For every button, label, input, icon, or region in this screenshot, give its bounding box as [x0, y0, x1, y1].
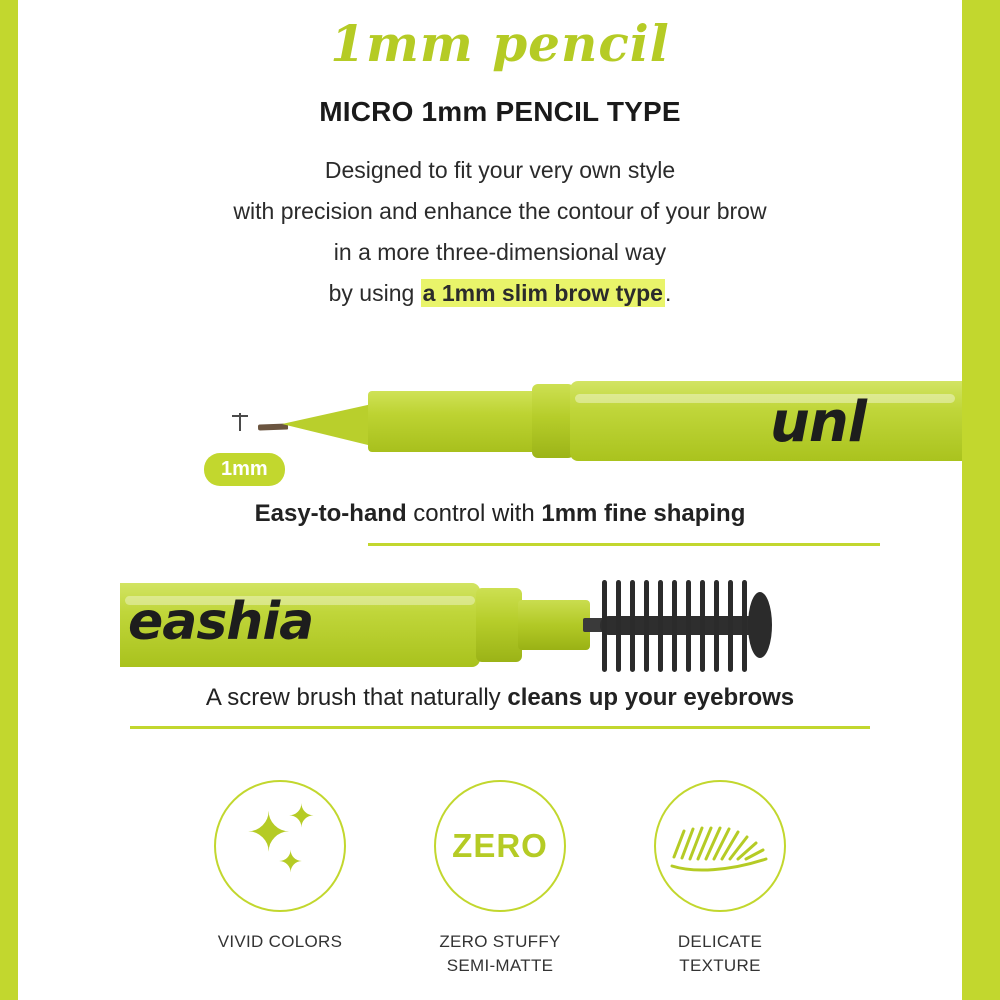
divider-bottom	[130, 726, 870, 729]
feature-label	[400, 930, 600, 978]
brush-bristle	[700, 580, 705, 672]
description-highlight: a 1mm slim brow type	[422, 280, 663, 306]
feature-item-delicate-texture	[620, 780, 820, 978]
feature-label-line-1: DELICATE	[677, 932, 763, 951]
brush-tip	[748, 592, 772, 658]
pencil-caption-top-bold-1: Easy-to-hand	[254, 500, 407, 527]
feature-icon-circle	[214, 780, 346, 912]
sparkle-icon: ✦	[246, 803, 292, 863]
feature-label-line-2: TEXTURE	[679, 956, 761, 975]
pencil-cone	[282, 404, 372, 446]
measure-mark-stem-icon	[239, 413, 241, 431]
pencil-caption-top	[0, 500, 1000, 528]
page-subheadline: MICRO 1mm PENCIL TYPE	[319, 96, 681, 127]
sparkle-tiny-icon: ✦	[278, 846, 304, 879]
product-description	[0, 150, 1000, 314]
feature-label-line-1: ZERO STUFFY	[439, 932, 561, 951]
description-line-4	[0, 273, 1000, 314]
pencil-barrel	[570, 381, 962, 461]
spoolie-neck	[518, 600, 590, 650]
feature-icon-circle	[434, 780, 566, 912]
feature-label-line-1: VIVID COLORS	[217, 932, 343, 951]
pencil-body	[368, 391, 538, 452]
description-line-3: in a more three-dimensional way	[333, 239, 667, 265]
feature-label	[620, 930, 820, 978]
feature-label-line-2: SEMI-MATTE	[446, 956, 554, 975]
spoolie-brush-icon	[596, 576, 772, 676]
description-line-4-prefix: by using	[328, 280, 421, 306]
description-line-4-suffix: .	[664, 280, 672, 306]
pencil-brand-text: unl	[770, 390, 866, 455]
brush-bristle	[630, 580, 635, 672]
pencil-caption-bottom-bold: cleans up your eyebrows	[507, 684, 795, 711]
brush-bristle	[602, 580, 607, 672]
divider-top	[368, 543, 880, 546]
brush-bristle	[742, 580, 747, 672]
brush-bristle	[672, 580, 677, 672]
feature-item-zero-stuffy	[400, 780, 600, 978]
brush-bristle	[714, 580, 719, 672]
page-headline: 1mm pencil	[330, 14, 670, 73]
brush-bristle	[686, 580, 691, 672]
brush-bristle	[658, 580, 663, 672]
pencil-barrel-highlight	[575, 394, 955, 403]
pencil-caption-bottom	[0, 684, 1000, 712]
sparkle-small-icon: ✦	[288, 798, 315, 834]
brush-bristle	[644, 580, 649, 672]
brow-strokes-icon	[668, 809, 772, 883]
feature-label	[180, 930, 380, 954]
zero-text-icon: ZERO	[452, 827, 548, 864]
feature-item-vivid-colors	[180, 780, 380, 978]
status-badge: 1mm	[204, 453, 285, 486]
pencil-caption-bottom-prefix: A screw brush that naturally	[205, 684, 508, 711]
pencil-caption-top-middle: control with	[406, 500, 542, 527]
feature-icon-circle	[654, 780, 786, 912]
description-line-2: with precision and enhance the contour of your brow	[233, 198, 767, 224]
pencil-caption-top-bold-2: 1mm fine shaping	[541, 500, 746, 527]
pencil-collar	[532, 384, 574, 458]
feature-list	[180, 780, 820, 978]
brush-bristle	[728, 580, 733, 672]
spoolie-brand-text: eashia	[128, 592, 314, 652]
description-line-1: Designed to fit your very own style	[324, 157, 676, 183]
brush-bristle	[616, 580, 621, 672]
spoolie-collar	[476, 588, 522, 662]
